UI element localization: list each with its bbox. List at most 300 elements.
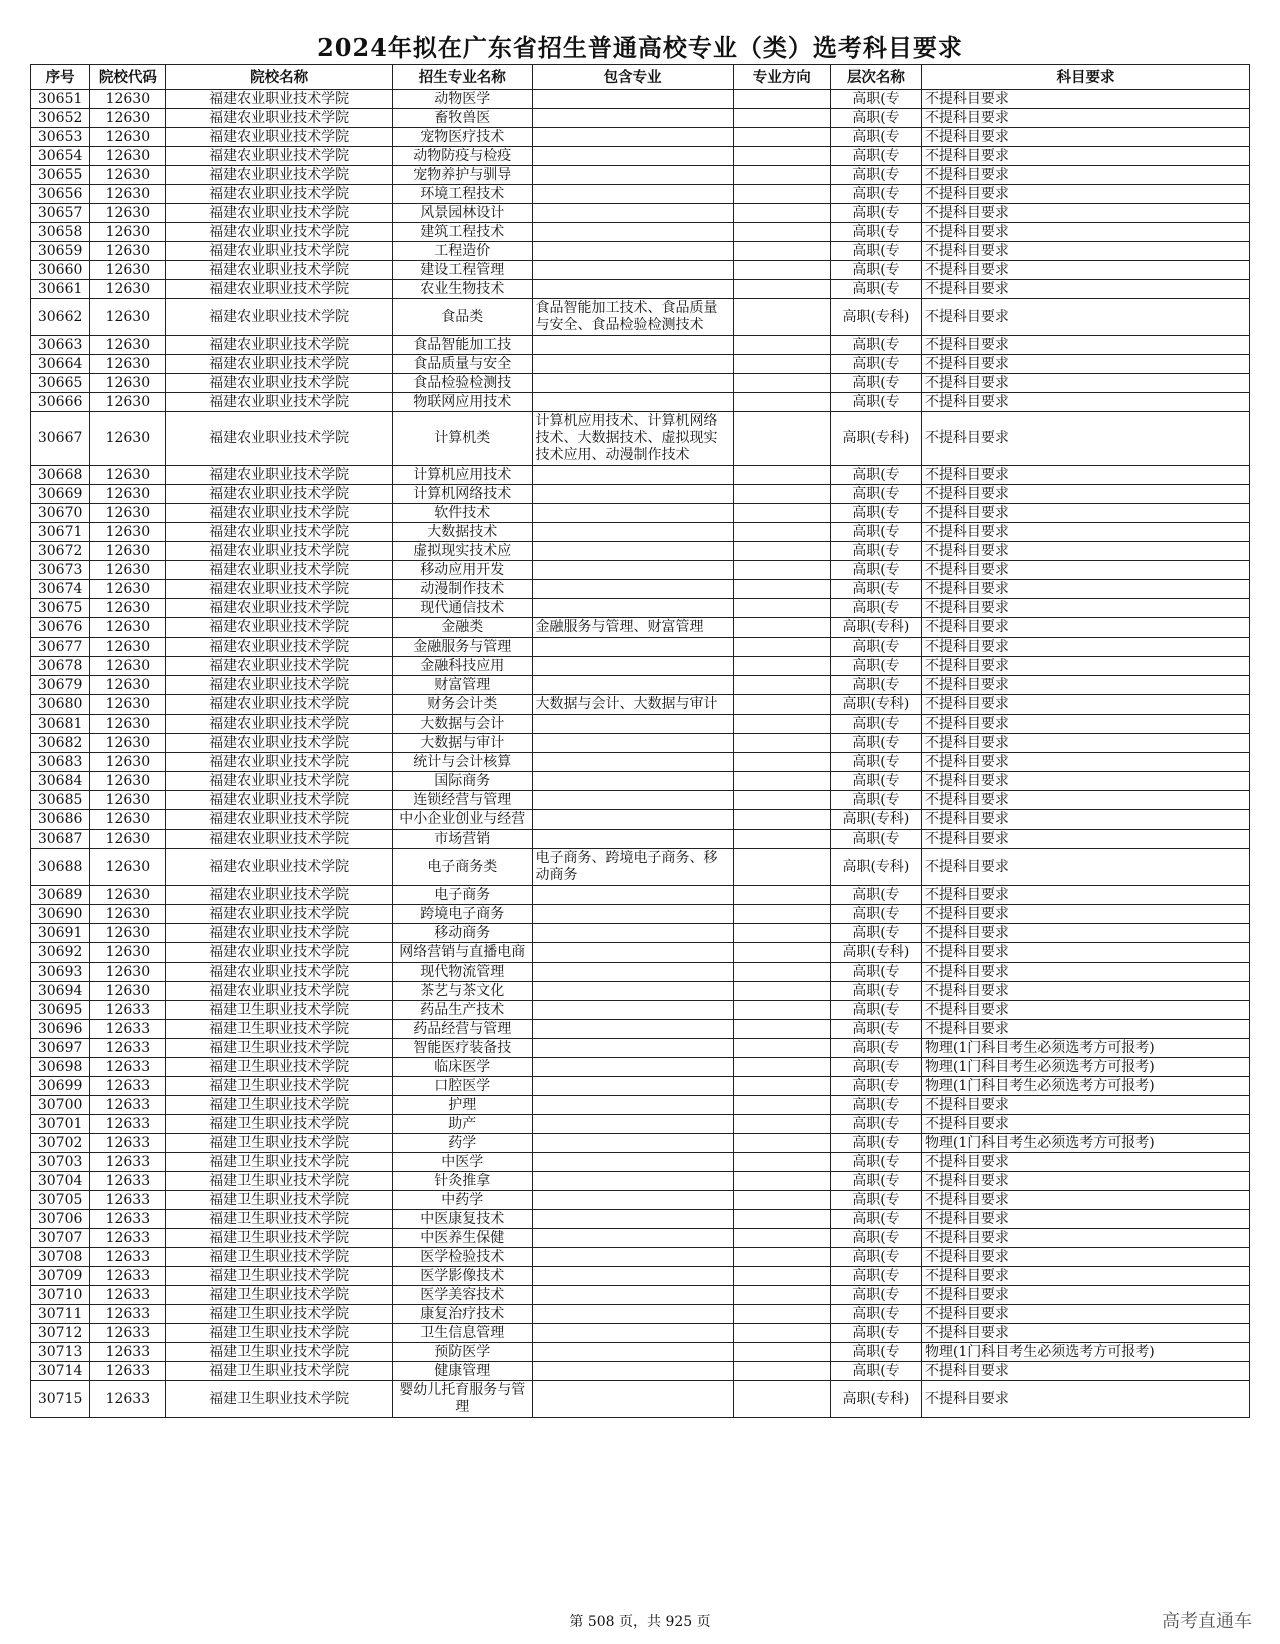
cell-code: 12630 — [90, 886, 166, 905]
cell-includes — [532, 393, 733, 412]
cell-direction — [733, 810, 830, 830]
cell-school: 福建农业职业技术学院 — [166, 886, 392, 905]
table-header-row — [31, 65, 1250, 90]
cell-code: 12633 — [90, 1096, 166, 1115]
cell-level: 高职(专科) — [830, 299, 921, 336]
cell-major: 市场营销 — [392, 830, 532, 849]
cell-requirement: 不提科目要求 — [921, 580, 1249, 599]
cell-code: 12630 — [90, 523, 166, 542]
cell-major: 药学 — [392, 1134, 532, 1153]
cell-direction — [733, 147, 830, 166]
cell-code: 12630 — [90, 638, 166, 657]
cell-level: 高职(专 — [830, 1115, 921, 1134]
cell-major: 药品经营与管理 — [392, 1020, 532, 1039]
cell-id: 30676 — [31, 618, 90, 638]
table-row — [31, 223, 1250, 242]
table-row — [31, 504, 1250, 523]
cell-id: 30710 — [31, 1286, 90, 1305]
cell-id: 30664 — [31, 355, 90, 374]
cell-code: 12630 — [90, 924, 166, 943]
table-row — [31, 523, 1250, 542]
cell-school: 福建农业职业技术学院 — [166, 280, 392, 299]
cell-includes — [532, 147, 733, 166]
cell-level: 高职(专科) — [830, 618, 921, 638]
cell-id: 30673 — [31, 561, 90, 580]
cell-level: 高职(专 — [830, 1134, 921, 1153]
cell-includes — [532, 1153, 733, 1172]
cell-level: 高职(专 — [830, 242, 921, 261]
cell-level: 高职(专 — [830, 223, 921, 242]
cell-requirement: 不提科目要求 — [921, 638, 1249, 657]
cell-major: 预防医学 — [392, 1343, 532, 1362]
cell-level: 高职(专 — [830, 147, 921, 166]
cell-school: 福建农业职业技术学院 — [166, 204, 392, 223]
cell-requirement: 不提科目要求 — [921, 90, 1249, 109]
cell-id: 30690 — [31, 905, 90, 924]
cell-requirement: 不提科目要求 — [921, 109, 1249, 128]
cell-id: 30662 — [31, 299, 90, 336]
cell-school: 福建农业职业技术学院 — [166, 772, 392, 791]
cell-level: 高职(专 — [830, 657, 921, 676]
cell-code: 12633 — [90, 1286, 166, 1305]
cell-direction — [733, 1343, 830, 1362]
cell-code: 12630 — [90, 128, 166, 147]
cell-direction — [733, 504, 830, 523]
cell-code: 12630 — [90, 147, 166, 166]
cell-major: 助产 — [392, 1115, 532, 1134]
table-row — [31, 1286, 1250, 1305]
table-row — [31, 355, 1250, 374]
cell-direction — [733, 772, 830, 791]
cell-includes — [532, 336, 733, 355]
cell-code: 12630 — [90, 374, 166, 393]
table-row — [31, 466, 1250, 485]
cell-direction — [733, 618, 830, 638]
cell-major: 物联网应用技术 — [392, 393, 532, 412]
col-header-includes: 包含专业 — [532, 65, 733, 90]
cell-direction — [733, 830, 830, 849]
cell-includes: 大数据与会计、大数据与审计 — [532, 695, 733, 715]
cell-school: 福建农业职业技术学院 — [166, 223, 392, 242]
cell-includes — [532, 485, 733, 504]
cell-school: 福建农业职业技术学院 — [166, 355, 392, 374]
col-header-requirement: 科目要求 — [921, 65, 1249, 90]
cell-code: 12630 — [90, 412, 166, 466]
cell-code: 12633 — [90, 1305, 166, 1324]
cell-level: 高职(专 — [830, 963, 921, 982]
table-row — [31, 412, 1250, 466]
cell-major: 工程造价 — [392, 242, 532, 261]
cell-requirement: 不提科目要求 — [921, 1229, 1249, 1248]
cell-includes — [532, 1115, 733, 1134]
cell-level: 高职(专科) — [830, 943, 921, 963]
table-body — [31, 90, 1250, 1418]
cell-id: 30659 — [31, 242, 90, 261]
cell-level: 高职(专 — [830, 982, 921, 1001]
cell-school: 福建农业职业技术学院 — [166, 336, 392, 355]
cell-code: 12633 — [90, 1210, 166, 1229]
table-row — [31, 638, 1250, 657]
cell-requirement: 物理(1门科目考生必须选考方可报考) — [921, 1077, 1249, 1096]
cell-school: 福建农业职业技术学院 — [166, 466, 392, 485]
cell-level: 高职(专 — [830, 336, 921, 355]
table-row — [31, 943, 1250, 963]
requirements-table — [30, 64, 1250, 1418]
cell-includes — [532, 242, 733, 261]
cell-includes — [532, 982, 733, 1001]
cell-code: 12630 — [90, 185, 166, 204]
cell-id: 30696 — [31, 1020, 90, 1039]
cell-direction — [733, 1286, 830, 1305]
cell-level: 高职(专 — [830, 128, 921, 147]
cell-requirement: 不提科目要求 — [921, 204, 1249, 223]
cell-direction — [733, 1267, 830, 1286]
cell-level: 高职(专 — [830, 1229, 921, 1248]
cell-requirement: 不提科目要求 — [921, 542, 1249, 561]
cell-code: 12630 — [90, 772, 166, 791]
cell-id: 30666 — [31, 393, 90, 412]
cell-school: 福建农业职业技术学院 — [166, 715, 392, 734]
cell-level: 高职(专 — [830, 1020, 921, 1039]
cell-id: 30667 — [31, 412, 90, 466]
cell-code: 12630 — [90, 905, 166, 924]
table-row — [31, 810, 1250, 830]
cell-requirement: 不提科目要求 — [921, 1153, 1249, 1172]
cell-school: 福建农业职业技术学院 — [166, 261, 392, 280]
cell-direction — [733, 1381, 830, 1418]
cell-major: 移动商务 — [392, 924, 532, 943]
cell-id: 30655 — [31, 166, 90, 185]
table-row — [31, 695, 1250, 715]
cell-id: 30674 — [31, 580, 90, 599]
cell-direction — [733, 1001, 830, 1020]
cell-level: 高职(专 — [830, 886, 921, 905]
cell-school: 福建卫生职业技术学院 — [166, 1248, 392, 1267]
cell-school: 福建卫生职业技术学院 — [166, 1001, 392, 1020]
cell-id: 30715 — [31, 1381, 90, 1418]
cell-code: 12633 — [90, 1362, 166, 1381]
cell-id: 30702 — [31, 1134, 90, 1153]
cell-school: 福建农业职业技术学院 — [166, 412, 392, 466]
cell-code: 12630 — [90, 393, 166, 412]
cell-code: 12630 — [90, 943, 166, 963]
cell-direction — [733, 1229, 830, 1248]
cell-includes — [532, 466, 733, 485]
cell-requirement: 不提科目要求 — [921, 772, 1249, 791]
table-row — [31, 618, 1250, 638]
cell-direction — [733, 166, 830, 185]
cell-requirement: 不提科目要求 — [921, 1172, 1249, 1191]
cell-level: 高职(专 — [830, 523, 921, 542]
table-row — [31, 715, 1250, 734]
cell-id: 30680 — [31, 695, 90, 715]
cell-direction — [733, 1077, 830, 1096]
cell-major: 环境工程技术 — [392, 185, 532, 204]
cell-requirement: 不提科目要求 — [921, 599, 1249, 618]
cell-requirement: 不提科目要求 — [921, 261, 1249, 280]
cell-major: 康复治疗技术 — [392, 1305, 532, 1324]
cell-includes — [532, 542, 733, 561]
cell-requirement: 不提科目要求 — [921, 924, 1249, 943]
cell-level: 高职(专 — [830, 1077, 921, 1096]
cell-major: 现代物流管理 — [392, 963, 532, 982]
cell-includes — [532, 523, 733, 542]
table-row — [31, 886, 1250, 905]
cell-level: 高职(专 — [830, 280, 921, 299]
table-row — [31, 1020, 1250, 1039]
cell-includes — [532, 924, 733, 943]
cell-id: 30682 — [31, 734, 90, 753]
cell-direction — [733, 580, 830, 599]
cell-code: 12630 — [90, 542, 166, 561]
table-row — [31, 166, 1250, 185]
cell-direction — [733, 242, 830, 261]
cell-id: 30692 — [31, 943, 90, 963]
cell-id: 30688 — [31, 849, 90, 886]
cell-major: 统计与会计核算 — [392, 753, 532, 772]
cell-requirement: 不提科目要求 — [921, 810, 1249, 830]
cell-major: 国际商务 — [392, 772, 532, 791]
cell-includes — [532, 166, 733, 185]
cell-includes — [532, 561, 733, 580]
cell-code: 12630 — [90, 280, 166, 299]
cell-direction — [733, 791, 830, 810]
cell-school: 福建农业职业技术学院 — [166, 599, 392, 618]
table-row — [31, 1267, 1250, 1286]
cell-level: 高职(专 — [830, 676, 921, 695]
cell-requirement: 物理(1门科目考生必须选考方可报考) — [921, 1134, 1249, 1153]
cell-requirement: 不提科目要求 — [921, 355, 1249, 374]
cell-requirement: 不提科目要求 — [921, 336, 1249, 355]
cell-id: 30705 — [31, 1191, 90, 1210]
cell-level: 高职(专科) — [830, 695, 921, 715]
cell-id: 30689 — [31, 886, 90, 905]
cell-level: 高职(专 — [830, 638, 921, 657]
cell-level: 高职(专 — [830, 355, 921, 374]
cell-id: 30653 — [31, 128, 90, 147]
cell-level: 高职(专 — [830, 261, 921, 280]
table-row — [31, 1362, 1250, 1381]
cell-includes — [532, 128, 733, 147]
cell-major: 大数据与审计 — [392, 734, 532, 753]
cell-school: 福建卫生职业技术学院 — [166, 1096, 392, 1115]
table-row — [31, 982, 1250, 1001]
cell-level: 高职(专 — [830, 753, 921, 772]
cell-major: 建设工程管理 — [392, 261, 532, 280]
col-header-school: 院校名称 — [166, 65, 392, 90]
col-header-direction: 专业方向 — [733, 65, 830, 90]
cell-school: 福建卫生职业技术学院 — [166, 1324, 392, 1343]
cell-major: 跨境电子商务 — [392, 905, 532, 924]
table-row — [31, 261, 1250, 280]
cell-code: 12630 — [90, 810, 166, 830]
cell-includes — [532, 261, 733, 280]
cell-code: 12630 — [90, 830, 166, 849]
cell-level: 高职(专 — [830, 1210, 921, 1229]
cell-code: 12630 — [90, 485, 166, 504]
table-row — [31, 599, 1250, 618]
cell-direction — [733, 90, 830, 109]
cell-code: 12630 — [90, 336, 166, 355]
cell-includes — [532, 1381, 733, 1418]
cell-code: 12630 — [90, 504, 166, 523]
cell-direction — [733, 886, 830, 905]
cell-direction — [733, 523, 830, 542]
cell-direction — [733, 676, 830, 695]
cell-school: 福建农业职业技术学院 — [166, 657, 392, 676]
cell-code: 12630 — [90, 791, 166, 810]
cell-requirement: 不提科目要求 — [921, 1096, 1249, 1115]
table-row — [31, 1210, 1250, 1229]
cell-code: 12633 — [90, 1115, 166, 1134]
cell-id: 30654 — [31, 147, 90, 166]
cell-code: 12633 — [90, 1153, 166, 1172]
table-row — [31, 924, 1250, 943]
cell-includes — [532, 1039, 733, 1058]
cell-requirement: 不提科目要求 — [921, 905, 1249, 924]
cell-requirement: 不提科目要求 — [921, 1020, 1249, 1039]
cell-level: 高职(专 — [830, 185, 921, 204]
cell-includes — [532, 1096, 733, 1115]
page-footer: 第 508 页，共 925 页 — [569, 1614, 711, 1630]
cell-major: 农业生物技术 — [392, 280, 532, 299]
cell-level: 高职(专 — [830, 1058, 921, 1077]
cell-major: 计算机应用技术 — [392, 466, 532, 485]
cell-level: 高职(专科) — [830, 810, 921, 830]
cell-includes — [532, 1267, 733, 1286]
cell-requirement: 不提科目要求 — [921, 147, 1249, 166]
cell-school: 福建农业职业技术学院 — [166, 166, 392, 185]
cell-id: 30694 — [31, 982, 90, 1001]
table-row — [31, 963, 1250, 982]
cell-major: 现代通信技术 — [392, 599, 532, 618]
cell-major: 动漫制作技术 — [392, 580, 532, 599]
cell-major: 医学美容技术 — [392, 1286, 532, 1305]
cell-level: 高职(专 — [830, 393, 921, 412]
cell-school: 福建卫生职业技术学院 — [166, 1267, 392, 1286]
cell-includes — [532, 1324, 733, 1343]
cell-code: 12630 — [90, 242, 166, 261]
cell-major: 金融科技应用 — [392, 657, 532, 676]
table-row — [31, 1324, 1250, 1343]
cell-level: 高职(专 — [830, 905, 921, 924]
cell-requirement: 不提科目要求 — [921, 561, 1249, 580]
cell-code: 12633 — [90, 1058, 166, 1077]
cell-level: 高职(专 — [830, 561, 921, 580]
cell-requirement: 不提科目要求 — [921, 1267, 1249, 1286]
cell-includes — [532, 963, 733, 982]
cell-school: 福建农业职业技术学院 — [166, 393, 392, 412]
cell-requirement: 不提科目要求 — [921, 1115, 1249, 1134]
cell-major: 食品检验检测技 — [392, 374, 532, 393]
cell-major: 宠物养护与驯导 — [392, 166, 532, 185]
cell-level: 高职(专 — [830, 791, 921, 810]
cell-school: 福建卫生职业技术学院 — [166, 1172, 392, 1191]
cell-level: 高职(专 — [830, 1191, 921, 1210]
cell-level: 高职(专 — [830, 715, 921, 734]
cell-school: 福建农业职业技术学院 — [166, 791, 392, 810]
cell-school: 福建卫生职业技术学院 — [166, 1058, 392, 1077]
cell-major: 医学影像技术 — [392, 1267, 532, 1286]
cell-direction — [733, 128, 830, 147]
cell-id: 30695 — [31, 1001, 90, 1020]
cell-code: 12630 — [90, 561, 166, 580]
cell-includes — [532, 1343, 733, 1362]
cell-direction — [733, 1058, 830, 1077]
cell-includes — [532, 1020, 733, 1039]
cell-direction — [733, 695, 830, 715]
cell-requirement: 不提科目要求 — [921, 734, 1249, 753]
cell-major: 食品类 — [392, 299, 532, 336]
cell-school: 福建卫生职业技术学院 — [166, 1305, 392, 1324]
cell-includes — [532, 1134, 733, 1153]
cell-direction — [733, 1115, 830, 1134]
cell-requirement: 不提科目要求 — [921, 715, 1249, 734]
cell-code: 12630 — [90, 204, 166, 223]
cell-includes — [532, 753, 733, 772]
cell-includes: 食品智能加工技术、食品质量与安全、食品检验检测技术 — [532, 299, 733, 336]
cell-requirement: 不提科目要求 — [921, 1001, 1249, 1020]
cell-school: 福建农业职业技术学院 — [166, 982, 392, 1001]
cell-level: 高职(专科) — [830, 849, 921, 886]
table-row — [31, 657, 1250, 676]
cell-level: 高职(专 — [830, 166, 921, 185]
cell-level: 高职(专科) — [830, 1381, 921, 1418]
cell-requirement: 不提科目要求 — [921, 886, 1249, 905]
cell-includes — [532, 1191, 733, 1210]
cell-code: 12633 — [90, 1229, 166, 1248]
cell-requirement: 物理(1门科目考生必须选考方可报考) — [921, 1039, 1249, 1058]
cell-direction — [733, 204, 830, 223]
cell-school: 福建农业职业技术学院 — [166, 676, 392, 695]
cell-level: 高职(专 — [830, 204, 921, 223]
cell-school: 福建农业职业技术学院 — [166, 185, 392, 204]
cell-code: 12633 — [90, 1381, 166, 1418]
cell-major: 中医康复技术 — [392, 1210, 532, 1229]
cell-school: 福建农业职业技术学院 — [166, 905, 392, 924]
table-row — [31, 580, 1250, 599]
cell-direction — [733, 963, 830, 982]
cell-includes — [532, 1248, 733, 1267]
cell-level: 高职(专 — [830, 90, 921, 109]
cell-level: 高职(专 — [830, 1343, 921, 1362]
cell-major: 宠物医疗技术 — [392, 128, 532, 147]
cell-code: 12633 — [90, 1191, 166, 1210]
brand-watermark: 高考直通车 — [1162, 1611, 1252, 1632]
cell-requirement: 不提科目要求 — [921, 299, 1249, 336]
cell-major: 健康管理 — [392, 1362, 532, 1381]
cell-requirement: 不提科目要求 — [921, 657, 1249, 676]
cell-id: 30712 — [31, 1324, 90, 1343]
cell-requirement: 不提科目要求 — [921, 1381, 1249, 1418]
cell-includes — [532, 1210, 733, 1229]
cell-id: 30675 — [31, 599, 90, 618]
cell-requirement: 不提科目要求 — [921, 1362, 1249, 1381]
table-row — [31, 336, 1250, 355]
cell-school: 福建卫生职业技术学院 — [166, 1077, 392, 1096]
cell-major: 虚拟现实技术应 — [392, 542, 532, 561]
cell-direction — [733, 412, 830, 466]
cell-level: 高职(专 — [830, 1305, 921, 1324]
cell-level: 高职(专 — [830, 1039, 921, 1058]
cell-school: 福建农业职业技术学院 — [166, 485, 392, 504]
cell-major: 卫生信息管理 — [392, 1324, 532, 1343]
cell-code: 12630 — [90, 753, 166, 772]
cell-requirement: 不提科目要求 — [921, 393, 1249, 412]
cell-school: 福建农业职业技术学院 — [166, 374, 392, 393]
cell-code: 12633 — [90, 1324, 166, 1343]
cell-id: 30698 — [31, 1058, 90, 1077]
